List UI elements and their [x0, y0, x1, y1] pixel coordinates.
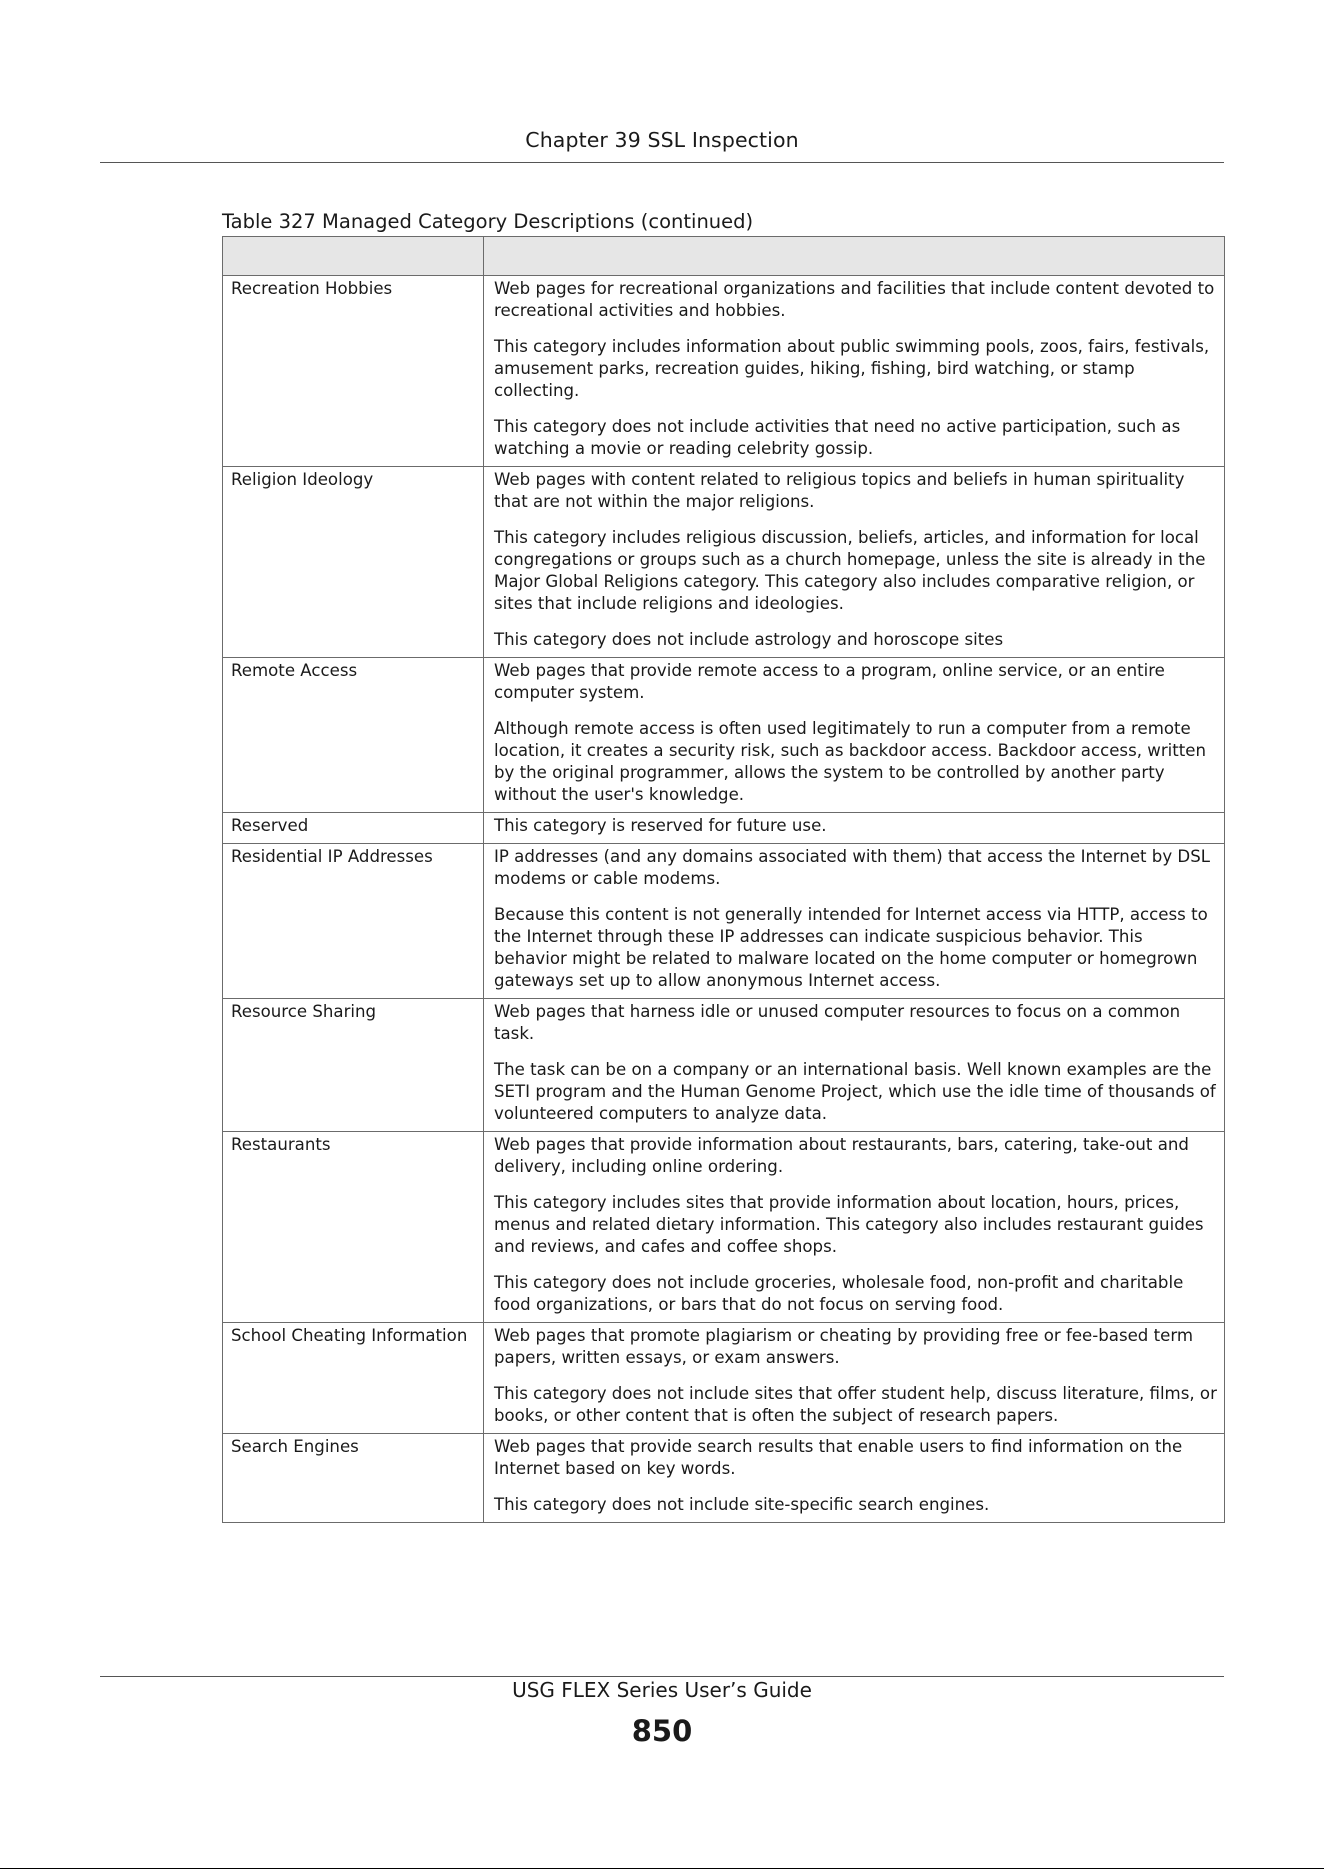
category-name: Resource Sharing [223, 999, 484, 1132]
description-paragraph: This category does not include site-specific search engines. [494, 1495, 990, 1514]
category-table [222, 236, 1225, 1523]
description-paragraph: Web pages with content related to religious topics and beliefs in human spirituality that are not within the major religions. [494, 470, 1185, 511]
table-header-row [223, 237, 1225, 276]
description-paragraph: This category is reserved for future use. [494, 816, 827, 835]
description-paragraph: This category does not include groceries, wholesale food, non-profit and charitable food organizations, or bars that do not focus on serving food. [494, 1273, 1184, 1314]
table-row [223, 1323, 1225, 1434]
description-paragraph: Web pages for recreational organizations and facilities that include content devoted to recreational activities and hobbies. [494, 279, 1215, 320]
category-name: Residential IP Addresses [223, 844, 484, 999]
category-description [484, 999, 1225, 1132]
description-paragraph: Web pages that provide remote access to a program, online service, or an entire computer system. [494, 661, 1165, 702]
category-description [484, 813, 1225, 844]
description-paragraph: Web pages that provide information about restaurants, bars, catering, take-out and delivery, including online ordering. [494, 1135, 1189, 1176]
category-description [484, 467, 1225, 658]
category-name: Restaurants [223, 1132, 484, 1323]
description-paragraph: Web pages that provide search results that enable users to find information on the Internet based on key words. [494, 1437, 1183, 1478]
description-paragraph: The task can be on a company or an international basis. Well known examples are the SETI program and the Human Genome Project, which use the idle time of thousands of volunteered computers to analyze data. [494, 1060, 1216, 1123]
footer-rule [100, 1676, 1224, 1677]
category-description [484, 1132, 1225, 1323]
description-paragraph: Although remote access is often used legitimately to run a computer from a remote location, it creates a security risk, such as backdoor access. Backdoor access, written by the original programmer, allows the system to be controlled by another party without the user's knowledge. [494, 719, 1207, 804]
header-rule [100, 162, 1224, 163]
table-body [223, 276, 1225, 1523]
category-name: Remote Access [223, 658, 484, 813]
running-header: Chapter 39 SSL Inspection [525, 128, 799, 152]
table-row [223, 844, 1225, 999]
description-paragraph: This category does not include astrology and horoscope sites [494, 630, 1004, 649]
running-footer: USG FLEX Series User’s Guide [512, 1678, 812, 1702]
table-row [223, 276, 1225, 467]
description-paragraph: IP addresses (and any domains associated with them) that access the Internet by DSL modems or cable modems. [494, 847, 1210, 888]
table-row [223, 813, 1225, 844]
category-description [484, 844, 1225, 999]
column-header-label [223, 237, 484, 276]
category-name: Search Engines [223, 1434, 484, 1523]
description-paragraph: Web pages that harness idle or unused computer resources to focus on a common task. [494, 1002, 1181, 1043]
description-paragraph: This category includes sites that provide information about location, hours, prices, menus and related dietary information. This category also includes restaurant guides and reviews, and cafes and coffee shops. [494, 1193, 1204, 1256]
table-caption: Table 327 Managed Category Descriptions (continued) [222, 210, 754, 233]
category-description [484, 1323, 1225, 1434]
column-header-description [484, 237, 1225, 276]
description-paragraph: Web pages that promote plagiarism or cheating by providing free or fee-based term papers, written essays, or exam answers. [494, 1326, 1194, 1367]
page-number: 850 [631, 1714, 693, 1748]
category-name: Religion Ideology [223, 467, 484, 658]
category-description [484, 658, 1225, 813]
description-paragraph: This category includes religious discussion, beliefs, articles, and information for local congregations or groups such as a church homepage, unless the site is already in the Major Global Religions category. This category also includes comparative religion, or sites that include religions and ideologies. [494, 528, 1206, 613]
category-name: School Cheating Information [223, 1323, 484, 1434]
category-table-wrapper [222, 236, 1224, 1523]
table-row [223, 999, 1225, 1132]
description-paragraph: Because this content is not generally intended for Internet access via HTTP, access to the Internet through these IP addresses can indicate suspicious behavior. This behavior might be related to malware located on the home computer or homegrown gateways set up to allow anonymous Internet access. [494, 905, 1208, 990]
category-description [484, 1434, 1225, 1523]
category-description [484, 276, 1225, 467]
description-paragraph: This category does not include sites that offer student help, discuss literature, films, or books, or other content that is often the subject of research papers. [494, 1384, 1217, 1425]
table-row [223, 1132, 1225, 1323]
table-row [223, 1434, 1225, 1523]
description-paragraph: This category does not include activities that need no active participation, such as watching a movie or reading celebrity gossip. [494, 417, 1181, 458]
description-paragraph: This category includes information about public swimming pools, zoos, fairs, festivals, amusement parks, recreation guides, hiking, fishing, bird watching, or stamp collecting. [494, 337, 1210, 400]
page-edge-line [0, 1868, 1324, 1869]
table-row [223, 467, 1225, 658]
table-row [223, 658, 1225, 813]
category-name: Reserved [223, 813, 484, 844]
category-name: Recreation Hobbies [223, 276, 484, 467]
